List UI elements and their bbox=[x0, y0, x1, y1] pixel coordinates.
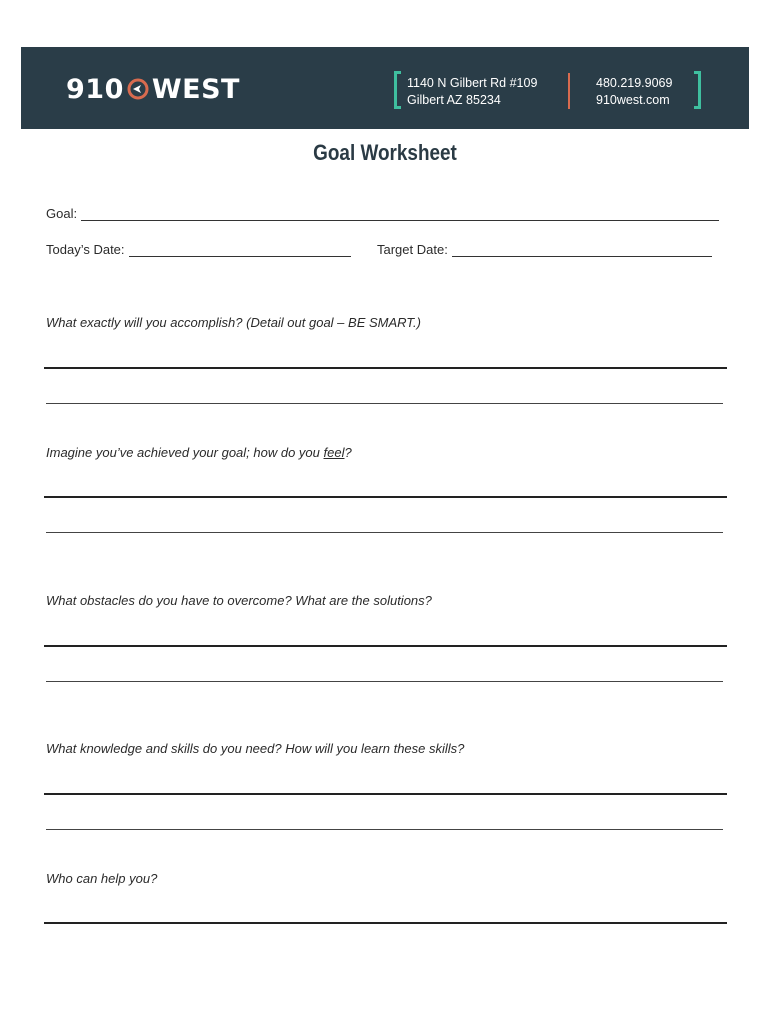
question-knowledge: What knowledge and skills do you need? How will you learn these skills? bbox=[46, 741, 465, 756]
logo-word: WEST bbox=[151, 73, 240, 105]
answer-line[interactable] bbox=[44, 793, 727, 795]
todays-date-field bbox=[46, 242, 351, 257]
header-banner bbox=[21, 47, 749, 129]
answer-line[interactable] bbox=[46, 829, 723, 830]
question-accomplish: What exactly will you accomplish? (Detail out goal – BE SMART.) bbox=[46, 315, 421, 330]
target-date-label: Target Date: bbox=[377, 242, 448, 257]
question-feel bbox=[46, 445, 352, 460]
answer-line[interactable] bbox=[44, 496, 727, 498]
todays-date-label: Today’s Date: bbox=[46, 242, 125, 257]
phone-number: 480.219.9069 bbox=[596, 76, 673, 90]
answer-line[interactable] bbox=[46, 532, 723, 533]
address-block bbox=[407, 75, 537, 109]
header-divider bbox=[568, 73, 570, 109]
question-obstacles: What obstacles do you have to overcome? What are the solutions? bbox=[46, 593, 432, 608]
left-bracket-decoration bbox=[394, 71, 401, 109]
website: 910west.com bbox=[596, 93, 670, 107]
answer-line[interactable] bbox=[44, 922, 727, 924]
todays-date-blank[interactable] bbox=[129, 242, 351, 257]
goal-field bbox=[46, 206, 719, 221]
goal-blank[interactable] bbox=[81, 206, 719, 221]
logo-number: 910 bbox=[66, 73, 124, 105]
question-help: Who can help you? bbox=[46, 871, 158, 886]
answer-line[interactable] bbox=[46, 681, 723, 682]
question-feel-text: Imagine you’ve achieved your goal; how do you bbox=[46, 445, 324, 460]
question-feel-emphasis: feel bbox=[323, 445, 345, 460]
answer-line[interactable] bbox=[44, 367, 727, 369]
right-bracket-decoration bbox=[694, 71, 701, 109]
address-line-1: 1140 N Gilbert Rd #109 bbox=[407, 76, 538, 90]
target-date-blank[interactable] bbox=[452, 242, 712, 257]
page-title: Goal Worksheet bbox=[313, 140, 457, 165]
target-date-field bbox=[377, 242, 712, 257]
compass-arrow-icon bbox=[127, 78, 149, 100]
answer-line[interactable] bbox=[44, 645, 727, 647]
goal-label: Goal: bbox=[46, 206, 78, 221]
address-line-2: Gilbert AZ 85234 bbox=[407, 93, 501, 107]
question-feel-end: ? bbox=[344, 445, 352, 460]
logo bbox=[66, 73, 240, 105]
answer-line[interactable] bbox=[46, 403, 723, 404]
contact-block bbox=[596, 75, 672, 109]
